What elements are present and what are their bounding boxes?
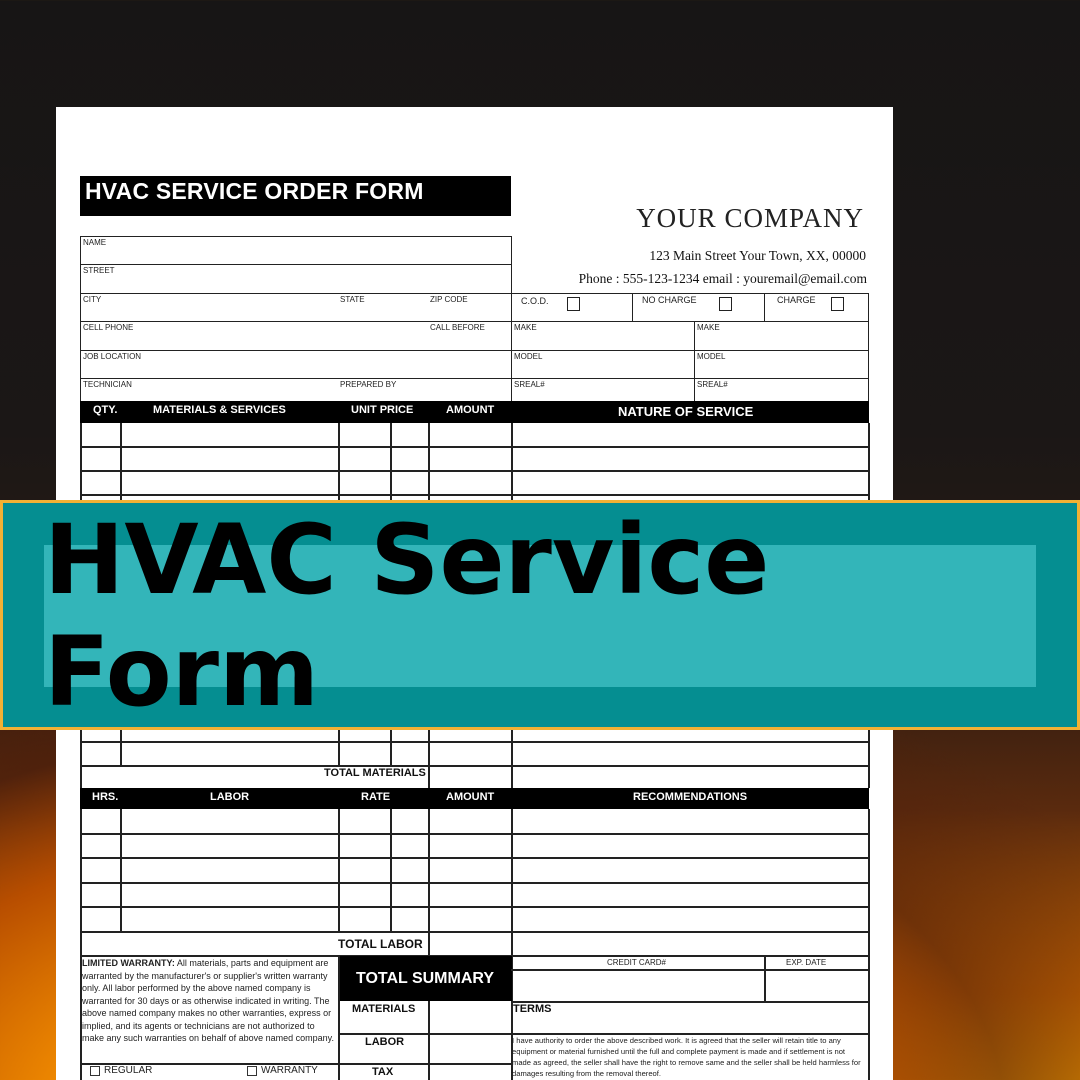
name-field[interactable] [80, 236, 512, 265]
regular-checkbox[interactable] [90, 1066, 100, 1076]
warranty-body: All materials, parts and equipment are warranted by the manufacturer's or supplier's written warranty only. All labor performed by the above named company is warranted for 30 days or as otherwise indicated in writing. The above named company makes no other warranties, express or implied, and its agents or technicians are not authorized to make any such warranties on behalf of above named company. [82, 958, 334, 1043]
warranty-label: WARRANTY [261, 1065, 318, 1076]
summary-materials-label: MATERIALS [352, 1003, 416, 1015]
make-label-1: MAKE [514, 323, 537, 332]
cod-option[interactable] [511, 293, 633, 322]
col-divider [338, 423, 340, 503]
nature-of-service-header: NATURE OF SERVICE [618, 404, 754, 419]
recommendations-header: RECOMMENDATIONS [633, 791, 748, 803]
row-divider [511, 969, 869, 971]
row-divider [80, 833, 869, 835]
col-divider [80, 728, 82, 788]
labor-header [80, 788, 869, 809]
col-divider [338, 728, 340, 766]
make-field-2[interactable] [694, 321, 869, 351]
make-label-2: MAKE [697, 323, 720, 332]
row-divider [338, 1063, 512, 1065]
city-label: CITY [83, 295, 102, 304]
street-label: STREET [83, 266, 115, 275]
cod-checkbox[interactable] [567, 297, 580, 311]
col-divider [764, 956, 766, 1001]
materials-services-header: MATERIALS & SERVICES [153, 404, 286, 416]
rate-header: RATE [361, 791, 391, 803]
warranty-heading: LIMITED WARRANTY: [82, 958, 175, 968]
col-divider [390, 728, 392, 766]
total-labor-label: TOTAL LABOR [338, 937, 423, 951]
prepared-by-label: PREPARED BY [340, 380, 397, 389]
materials-header [80, 401, 869, 423]
col-divider [511, 728, 513, 788]
model-label-1: MODEL [514, 352, 543, 361]
terms-heading: TERMS [513, 1003, 552, 1015]
charge-checkbox[interactable] [831, 297, 844, 311]
total-summary-header: TOTAL SUMMARY [338, 956, 512, 1001]
model-field-1[interactable] [511, 350, 695, 379]
col-divider [338, 809, 340, 931]
row-divider [80, 882, 869, 884]
unit-price-header: UNIT PRICE [351, 404, 414, 416]
state-label: STATE [340, 295, 365, 304]
col-divider [338, 956, 340, 1080]
credit-card-label: CREDIT CARD# [607, 958, 666, 967]
serial-field-1[interactable] [511, 378, 695, 402]
row-divider [80, 741, 869, 743]
regular-label: REGULAR [104, 1065, 153, 1076]
row-divider [80, 494, 869, 496]
col-divider [428, 423, 430, 503]
warranty-checkbox[interactable] [247, 1066, 257, 1076]
row-divider [338, 1033, 512, 1035]
serial-label-2: SREAL# [697, 380, 728, 389]
no-charge-checkbox[interactable] [719, 297, 732, 311]
hrs-header: HRS. [92, 791, 119, 803]
job-location-field[interactable] [80, 350, 512, 379]
col-divider [80, 423, 82, 503]
row-divider [80, 765, 869, 767]
row-divider [80, 857, 869, 859]
form-title: HVAC SERVICE ORDER FORM [80, 176, 511, 216]
model-label-2: MODEL [697, 352, 726, 361]
col-divider [428, 728, 430, 788]
no-charge-label: NO CHARGE [642, 295, 697, 305]
serial-label-1: SREAL# [514, 380, 545, 389]
technician-field[interactable] [80, 378, 512, 402]
job-location-label: JOB LOCATION [83, 352, 142, 361]
company-address: 123 Main Street Your Town, XX, 00000 [649, 248, 866, 263]
col-divider [511, 423, 513, 503]
cod-label: C.O.D. [521, 296, 549, 306]
col-divider [868, 728, 870, 788]
banner-title: HVAC Service Form [44, 504, 770, 728]
terms-text: I have authority to order the above described work. It is agreed that the seller will retain title to any equipment or material furnished until the full and complete payment is made and if settlement is not made as agreed, the seller shall have the right to remove same and the seller shall be held harmless for damages resulting from the removal thereof. [512, 1036, 861, 1078]
col-divider [120, 423, 122, 503]
zip-label: ZIP CODE [430, 295, 468, 304]
qty-header: QTY. [93, 404, 118, 416]
row-divider [80, 446, 869, 448]
row-divider [80, 931, 869, 933]
no-charge-option[interactable] [632, 293, 765, 322]
row-divider [511, 1001, 869, 1003]
labor-col-header: LABOR [210, 791, 250, 803]
amount-header: AMOUNT [446, 404, 495, 416]
warranty-text [82, 957, 338, 1045]
total-materials-label: TOTAL MATERIALS [324, 767, 426, 779]
col-divider [390, 423, 392, 503]
charge-option[interactable] [764, 293, 869, 322]
technician-label: TECHNICIAN [83, 380, 132, 389]
cell-phone-label: CELL PHONE [83, 323, 134, 332]
charge-label: CHARGE [777, 295, 816, 305]
row-divider [80, 906, 869, 908]
col-divider [120, 728, 122, 766]
col-divider [868, 809, 870, 1080]
exp-date-label: EXP. DATE [786, 958, 827, 967]
row-divider [80, 470, 869, 472]
company-contact: Phone : 555-123-1234 email : youremail@email.com [578, 271, 867, 286]
summary-tax-label: TAX [372, 1066, 394, 1078]
labor-amount-header: AMOUNT [446, 791, 495, 803]
model-field-2[interactable] [694, 350, 869, 379]
col-divider [120, 809, 122, 931]
call-before-label: CALL BEFORE [430, 323, 485, 332]
make-field-1[interactable] [511, 321, 695, 351]
name-label: NAME [83, 238, 107, 247]
col-divider [868, 423, 870, 503]
col-divider [428, 1001, 430, 1080]
col-divider [428, 809, 430, 955]
street-field[interactable] [80, 264, 512, 294]
company-name: YOUR COMPANY [636, 203, 864, 233]
serial-field-2[interactable] [694, 378, 869, 402]
summary-labor-label: LABOR [365, 1036, 405, 1048]
col-divider [390, 809, 392, 931]
